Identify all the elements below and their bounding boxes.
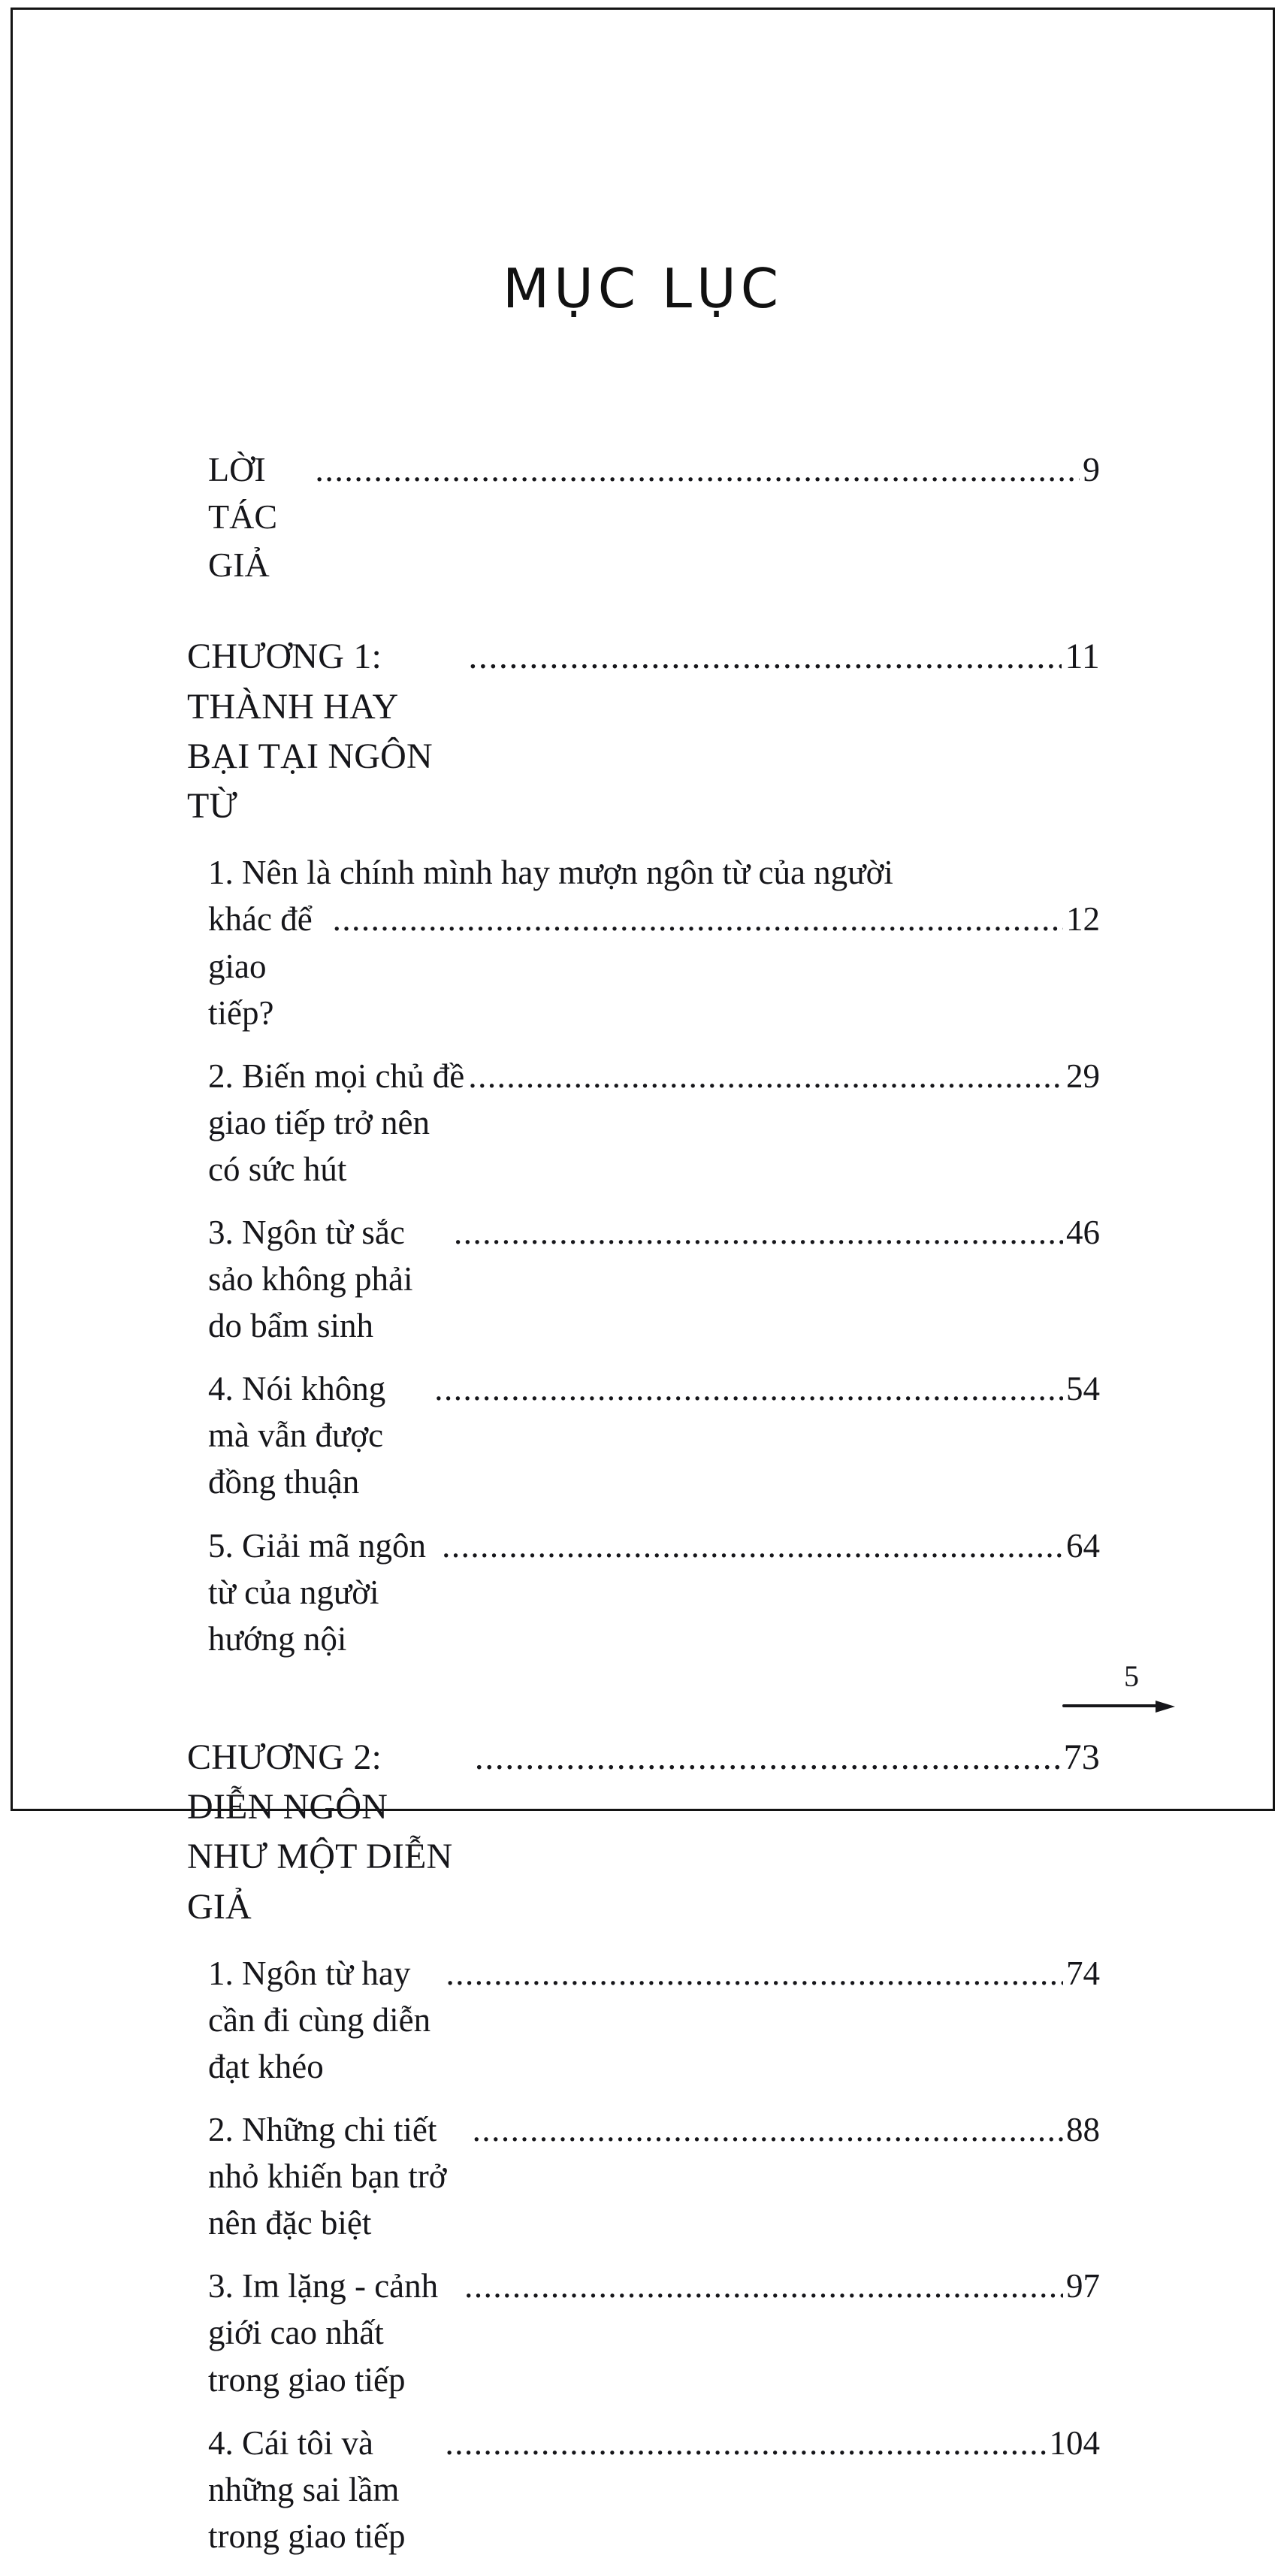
toc-entry-item[interactable] (208, 2263, 1100, 2402)
leader-dots (475, 1733, 1061, 1782)
toc-entry-item[interactable] (208, 1053, 1100, 1193)
section-spacer (187, 1679, 1100, 1719)
table-of-contents (187, 446, 1100, 2576)
toc-item-page: 74 (1066, 1954, 1100, 1992)
leader-dots (473, 2106, 1063, 2153)
toc-item-label-line2: khác để giao tiếp? (208, 900, 313, 1032)
toc-item-label: 2. Biến mọi chủ đề giao tiếp trở nên có sức hút (208, 1057, 465, 1188)
toc-item-page: 12 (1066, 900, 1100, 939)
toc-chapter-page: 11 (1065, 636, 1100, 677)
toc-entry-item[interactable] (208, 1365, 1100, 1505)
page-footer (1017, 1658, 1183, 1726)
leader-dots (468, 1053, 1063, 1099)
toc-item-page: 104 (1049, 2423, 1100, 2462)
toc-item-page: 88 (1066, 2111, 1100, 2149)
leader-dots (446, 1950, 1063, 1997)
toc-entry-item[interactable] (208, 849, 1100, 1036)
toc-chapter-label: CHƯƠNG 2: DIỄN NGÔN NHƯ MỘT DIỄN GIẢ (187, 1737, 453, 1927)
toc-item-label: 4. Cái tôi và những sai lầm trong giao tiếp (208, 2423, 406, 2555)
leader-dots (468, 632, 1062, 682)
toc-item-page: 46 (1066, 1214, 1100, 1251)
footer-page-number: 5 (1124, 1659, 1139, 1693)
toc-item-label: 2. Những chi tiết nhỏ khiến bạn trở nên đặc biệt (208, 2111, 447, 2242)
leader-dots (464, 2263, 1063, 2309)
toc-item-label: 3. Ngôn từ sắc sảo không phải do bẩm sinh (208, 1214, 413, 1345)
toc-item-page: 54 (1066, 1370, 1100, 1408)
toc-item-label: 5. Giải mã ngôn từ của người hướng nội (208, 1526, 426, 1658)
toc-item-label: 1. Ngôn từ hay cần đi cùng diễn đạt khéo (208, 1954, 431, 2085)
toc-entry-front-matter[interactable] (208, 446, 1100, 588)
leader-dots (315, 446, 1080, 493)
arrow-icon (1062, 1700, 1183, 1716)
toc-entry-item[interactable] (208, 2106, 1100, 2246)
leader-dots (445, 2420, 1046, 2466)
toc-chapter-page: 73 (1063, 1737, 1100, 1777)
toc-entry-item[interactable] (208, 2420, 1100, 2559)
leader-dots (333, 896, 1063, 942)
toc-entry-label: LỜI TÁC GIẢ (208, 450, 277, 584)
toc-entry-item[interactable] (208, 1950, 1100, 2090)
toc-item-label-line1: 1. Nên là chính mình hay mượn ngôn từ của người (208, 854, 893, 892)
toc-item-page: 64 (1066, 1526, 1100, 1565)
page-title: MỤC LỤC (502, 257, 784, 320)
toc-item-label: 3. Im lặng - cảnh giới cao nhất trong giao tiếp (208, 2267, 439, 2399)
leader-dots (442, 1522, 1063, 1569)
toc-entry-item[interactable] (208, 1522, 1100, 1662)
toc-item-page: 97 (1066, 2267, 1100, 2305)
leader-dots (434, 1365, 1063, 1412)
toc-chapter-label: CHƯƠNG 1: THÀNH HAY BẠI TẠI NGÔN TỪ (187, 636, 433, 827)
toc-chapter-heading[interactable] (187, 1733, 1100, 1932)
toc-entry-page: 9 (1083, 450, 1100, 488)
page-border (11, 8, 1275, 2555)
toc-item-page: 29 (1066, 1057, 1100, 1095)
toc-entry-item[interactable] (208, 1209, 1100, 1349)
page-content (13, 10, 1273, 2555)
toc-chapter-heading[interactable] (187, 632, 1100, 831)
toc-item-label: 4. Nói không mà vẫn được đồng thuận (208, 1370, 386, 1501)
leader-dots (454, 1209, 1063, 1256)
